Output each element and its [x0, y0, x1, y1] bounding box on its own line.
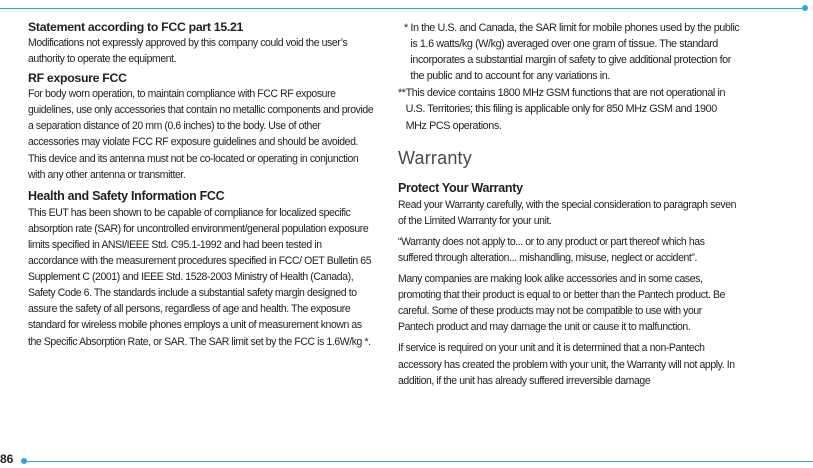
warranty-paragraph-4: If service is required on your unit and it is determined that a non-Pantech accessory has created the problem with your unit, the Warranty will not apply. In addition, if the unit has already suffered irreversible damage: [398, 342, 735, 387]
health-safety-text: This EUT has been shown to be capable of compliance for localized specific absorption rate (SAR) for uncontrolled environment/general population exposure limits specified in ANSI/IEEE Std. C95.1-1992 and had been tested in accordance with the measurement procedures specified in FCC/ OET Bulletin 65 Supplement C (2001) and IEEE Std. 1528-2003 Ministry of Health (Canada), Safety Code 6. The standards include a substantial safety margin designed to assure the safety of all persons, regardless of age and health. The exposure standard for wireless mobile phones employs a unit of measurement known as the Specific Absorption Rate, or SAR. The SAR limit set by the FCC is 1.6W/kg *.: [28, 206, 372, 348]
top-rule-dot: [802, 5, 808, 11]
protect-warranty-heading: Protect Your Warranty: [398, 180, 523, 195]
fcc-statement-heading: Statement according to FCC part 15.21: [28, 20, 244, 34]
page-number: 86: [0, 452, 14, 466]
footnote-marker: **: [398, 87, 406, 100]
left-column: [28, 19, 374, 350]
fcc-statement-text: Modifications not expressly approved by this company could void the user’s authority to operate the equipment.: [28, 37, 348, 66]
rf-exposure-heading: RF exposure FCC: [28, 71, 127, 86]
warranty-paragraph-1: Read your Warranty carefully, with the special consideration to paragraph seven of the Limited Warranty for your unit.: [398, 198, 737, 227]
sar-footnote: [398, 20, 740, 84]
warranty-paragraph-3: Many companies are making look alike accessories and in some cases, promoting that their product is equal to or better than the Pantech product. Be careful. Some of these products may not be compatible to use with your Pantech product and may damage the unit or cause it to malfunction.: [398, 273, 726, 334]
warranty-paragraph-2: “Warranty does not apply to... or to any product or part thereof which has suffered through alteration... mishandling, misuse, neglect or accident”.: [398, 235, 705, 264]
rf-exposure-text: For body worn operation, to maintain compliance with FCC RF exposure guidelines, use only accessories that contain no metallic components and provide a separation distance of 20 mm (0.6 inches) to the body. Use of other accessories may violate FCC RF exposure guidelines and should be avoided.: [28, 88, 374, 149]
bottom-rule-dot: [21, 458, 27, 464]
top-rule: [0, 8, 805, 9]
sar-footnote-text: In the U.S. and Canada, the SAR limit for mobile phones used by the public is 1.6 watts/kg (W/kg) averaged over one gram of tissue. The standard incorporates a substantial margin of safety to give additional protection for the public and to account for any variations in.: [410, 22, 740, 83]
bottom-rule: [24, 461, 813, 462]
gsm-footnote: [398, 85, 740, 133]
right-column: [398, 20, 740, 389]
footnote-marker: *: [404, 22, 411, 34]
co-location-text: This device and its antenna must not be co-located or operating in conjunction with any other antenna or transmitter.: [28, 152, 359, 181]
gsm-footnote-text: This device contains 1800 MHz GSM functions that are not operational in U.S. Territories; this filing is applicable only for 850 MHz GSM and 1900 MHz PCS operations.: [405, 87, 726, 132]
warranty-heading: Warranty: [398, 147, 472, 168]
health-safety-heading: Health and Safety Information FCC: [28, 188, 225, 203]
